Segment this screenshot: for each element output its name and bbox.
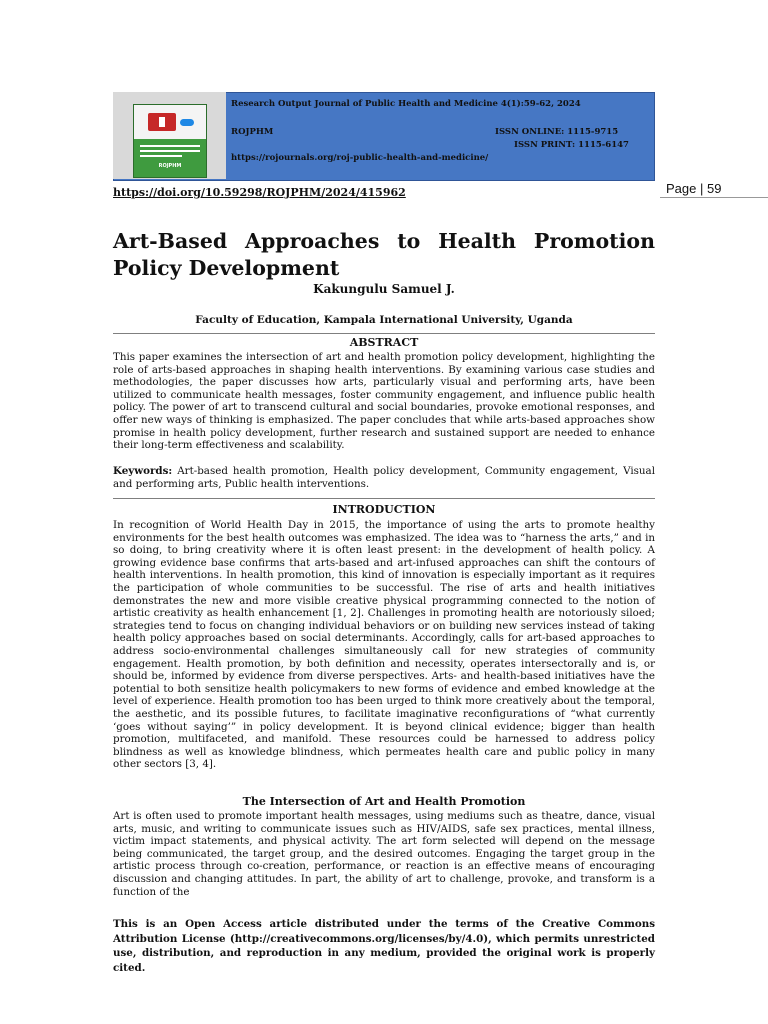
pill-icon [180, 119, 194, 126]
article-title: Art-Based Approaches to Health Promotion Policy Development [113, 229, 655, 280]
cover-book-icon [133, 104, 207, 178]
divider [113, 333, 655, 334]
introduction-heading: INTRODUCTION [332, 503, 436, 516]
issn-online: ISSN ONLINE: 1115-9715 [495, 127, 619, 137]
author-affiliation: Faculty of Education, Kampala International University, Uganda [195, 314, 573, 326]
cover-title-lines [140, 145, 200, 160]
journal-url-link[interactable]: https://rojournals.org/roj-public-health-and-medicine/ [231, 153, 489, 163]
journal-cover-image [113, 92, 226, 179]
page-number-rule [660, 197, 768, 198]
author-name: Kakungulu Samuel J. [313, 282, 455, 296]
cover-photo [134, 105, 206, 139]
journal-abbreviation: ROJPHM [231, 127, 274, 137]
abstract-text: This paper examines the intersection of art and health promotion policy development, highlighting the role of arts-based approaches in shaping health interventions. By examining various case studies and methodologies, the paper discusses how arts, particularly visual and performing arts, have been utilized to communicate health messages, foster community engagement, and influence public health policy. The power of art to transcend cultural and social boundaries, provoke emotional responses, and offer new ways of thinking is emphasized. The paper concludes that while arts-based approaches show promise in health policy development, further research and sustained support are needed to enhance their long-term effectiveness and scalability. [113, 351, 655, 452]
keywords-list: Art-based health promotion, Health policy development, Community engagement, Visual and performing arts, Public health interventions. [113, 465, 655, 490]
issn-print: ISSN PRINT: 1115-6147 [514, 140, 629, 150]
introduction-text: In recognition of World Health Day in 2015, the importance of using the arts to promote healthy environments for the best health outcomes was emphasized. The idea was to “harness the arts,” and in so doing, to bring creativity where it is often least present: in the development of health policy. A growing evidence base confirms that arts-based and art-infused approaches can shift the contours of health interventions. In health promotion, this kind of innovation is especially important as it requires the participation of whole communities to be successful. The rise of arts and health initiatives demonstrates the new and more visible creative physical programming connected to the notion of artistic creativity as health enhancement [1, 2]. Challenges in promoting health are notoriously siloed; strategies tend to focus on changing individual behaviors or on building new services instead of taking health policy approaches based on social determinants. Accordingly, calls for art-based approaches to address socio-environmental challenges simultaneously call for new strategies of community engagement. Health promotion, by both definition and necessity, operates intersectorally and is, or should be, informed by evidence from diverse perspectives. Arts- and health-based initiatives have the potential to both sensitize health policymakers to new forms of evidence and embed knowledge at the level of experience. Health promotion too has been urged to think more creatively about the temporal, the aesthetic, and its possible futures, to facilitate imaginative reconfigurations of “what currently ‘goes without saying’” in policy development. It is beyond clinical evidence; bigger than health promotion, multifaceted, and manifold. These resources could be harnessed to address policy blindness as well as knowledge blindness, which permeates health care and public policy in many other sectors [3, 4]. [113, 519, 655, 771]
keywords-label: Keywords: [113, 465, 173, 477]
journal-citation-line: Research Output Journal of Public Health and Medicine 4(1):59-62, 2024 [231, 99, 581, 109]
section-heading-intersection: The Intersection of Art and Health Promotion [242, 795, 526, 808]
divider [113, 498, 655, 499]
open-access-license: This is an Open Access article distributed under the terms of the Creative Commons Attribution License (http://creativecommons.org/licenses/by/4.0), which permits unrestricted use, distribution, and reproduction in any medium, provided the original work is properly cited. [113, 918, 655, 974]
keywords [113, 465, 655, 490]
page-number: Page | 59 [666, 181, 722, 196]
abstract-heading: ABSTRACT [349, 336, 419, 349]
doi-link[interactable]: https://doi.org/10.59298/ROJPHM/2024/415962 [113, 186, 406, 199]
cover-journal-name: ROJPHM [158, 163, 182, 169]
first-aid-kit-icon [148, 113, 176, 131]
section-intersection-text: Art is often used to promote important health messages, using mediums such as theatre, dance, visual arts, music, and writing to communicate issues such as HIV/AIDS, safe sex practices, mental illness, victim impact statements, and physical activity. The art form selected will depend on the message being communicated, the target group, and the desired outcomes. Engaging the target group in the artistic process through co-creation, performance, or reaction is an effective means of encouraging discussion and changing attitudes. In part, the ability of art to challenge, provoke, and transform is a function of the [113, 810, 655, 898]
